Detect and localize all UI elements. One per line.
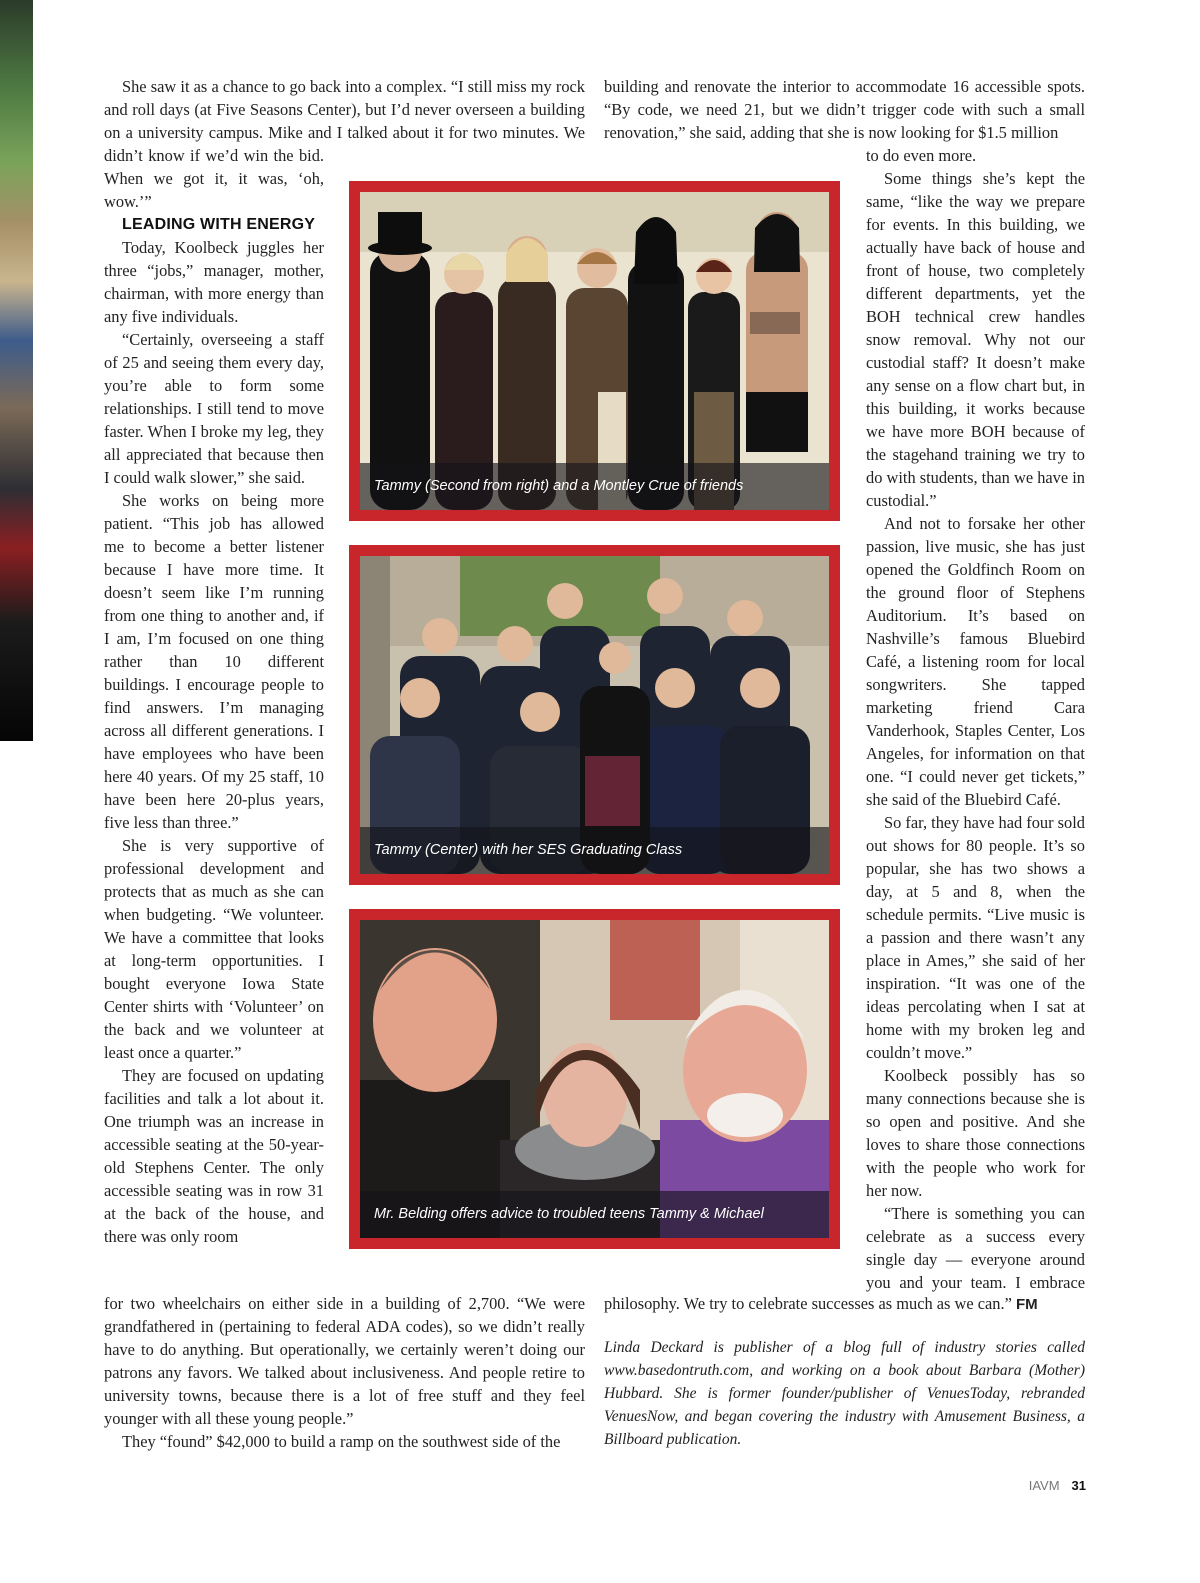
paragraph: building and renovate the interior to accommodate 16 accessible spots. “By code, we need 21, but we didn’t trigger code with such a small renovation,” she said, adding that she is now looking for $1.5 million [604, 77, 1085, 142]
paragraph: And not to forsake her other passion, live music, she has just opened the Goldfinch Room on the ground floor of Stephens Auditorium. It’s based on Nashville’s famous Bluebird Café, a listening room for local songwriters. She tapped marketing friend Cara Vanderhook, Staples Center, Los Angeles, for information on that one. “I could never get tickets,” she said of the Bluebird Café. [866, 514, 1085, 809]
paragraph: She works on being more patient. “This job has allowed me to become a better listener because I have more time. It doesn’t seem like I’m running from one thing to another and, if I am, I’m focused on one thing rather than 10 different buildings. I encourage people to find answers. I’m managing across all different generations. I have employees who have been here 40 years. Of my 25 staff, 10 have been here 20-plus years, five less than three.” [104, 491, 324, 832]
end-sign: FM [1015, 1296, 1038, 1313]
paragraph-text: didn’t know if we’d win the bid. When we got it, it was, ‘oh, wow.’” [104, 146, 324, 211]
paragraph: Today, Koolbeck juggles her three “jobs,” manager, mother, chairman, with more energy than any five individuals. [104, 238, 324, 326]
photo-1-frame [349, 181, 840, 521]
paragraph: So far, they have had four sold out shows for 80 people. It’s so popular, she has two shows a day, at 5 and 8, when the schedule permits. “Live music is a passion and there wasn’t any place in Ames,” she said of her inspiration. “It was one of the ideas percolating when I sat at home with my broken leg and couldn’t move.” [866, 813, 1085, 1062]
paragraph [104, 75, 585, 144]
page-number: 31 [1071, 1478, 1086, 1493]
paragraph: They “found” $42,000 to build a ramp on the southwest side of the [122, 1432, 561, 1451]
paragraph-end [604, 1292, 1085, 1316]
paragraph: Koolbeck possibly has so many connections because she is so open and positive. And she loves to share those connections with the people who work for her now. [866, 1066, 1085, 1200]
page-footer [1029, 1478, 1086, 1493]
edge-photo-strip [0, 0, 33, 741]
paragraph-text: She saw it as a chance to go back into a complex. “I still miss my rock and roll days (at Five Seasons Center), but I’d never overseen a building on a university campus. Mike and I talked about it for two minutes. We [104, 77, 585, 142]
article-col1-bottom [104, 1292, 585, 1453]
photo-3-frame [349, 909, 840, 1249]
photo-2-caption: Tammy (Center) with her SES Graduating Class [360, 827, 829, 874]
paragraph: Some things she’s kept the same, “like the way we prepare for events. In this building, we actually have back of house and front of house, two completely different departments, yet the BOH technical crew handles snow removal. Why not our custodial staff? It doesn’t make any sense on a flow chart but, in this building, it works because we have more BOH because of the stagehand training we try to do with students, than we have in custodial.” [866, 169, 1085, 510]
photo-3 [360, 920, 829, 1238]
paragraph: “Certainly, overseeing a staff of 25 and seeing them every day, you’re able to form some relationships. I still tend to move faster. When I broke my leg, they all appreciated that because then I could walk slower,” she said. [104, 330, 324, 487]
paragraph: “There is something you can celebrate as a success every single day — everyone around you and your team. I embrace [866, 1204, 1085, 1292]
photo-2-frame [349, 545, 840, 885]
photo-1 [360, 192, 829, 510]
paragraph: She is very supportive of professional development and protects that as much as she can when budgeting. “We volunteer. We have a committee that looks at long-term opportunities. I bought everyone Iowa State Center shirts with ‘Volunteer’ on the back and we volunteer at least once a quarter.” [104, 836, 324, 1062]
photo-3-caption: Mr. Belding offers advice to troubled teens Tammy & Michael [360, 1191, 829, 1238]
section-heading: LEADING WITH ENERGY [122, 216, 316, 233]
paragraph-text: philosophy. We try to celebrate successes as much as we can.” [604, 1294, 1012, 1313]
photo-2 [360, 556, 829, 874]
paragraph: for two wheelchairs on either side in a building of 2,700. “We were grandfathered in (pertaining to federal ADA codes), so we didn’t really have to do anything. But operationally, we certainly weren’t doing our patrons any favors. We talked about inclusiveness. And people retire to university towns, because there is a lot of free stuff and they feel younger with all these young people.” [104, 1294, 585, 1428]
magazine-name: IAVM [1028, 1478, 1060, 1493]
paragraph: They are focused on updating facilities and talk a lot about it. One triumph was an increase in accessible seating at the 50-year-old Stephens Center. The only accessible seating was in row 31 at the back of the house, and there was only room [104, 1066, 324, 1246]
article-col2-bottom [604, 1292, 1085, 1316]
article-col2-top [604, 75, 1085, 144]
article-col2-narrow [866, 144, 1085, 1294]
article-col1-intro [104, 75, 585, 144]
paragraph-end: to do even more. [866, 146, 977, 165]
article-col1-narrow [104, 144, 324, 1294]
photo-1-caption: Tammy (Second from right) and a Montley Crue of friends [360, 463, 829, 510]
author-bio: Linda Deckard is publisher of a blog full of industry stories called www.basedontruth.com, and working on a book about Barbara (Mother) Hubbard. She is former founder/publisher of VenuesToday, rebranded VenuesNow, and began covering the industry with Amusement Business, a Billboard publication. [604, 1339, 1085, 1448]
paragraph-continued [104, 144, 324, 213]
